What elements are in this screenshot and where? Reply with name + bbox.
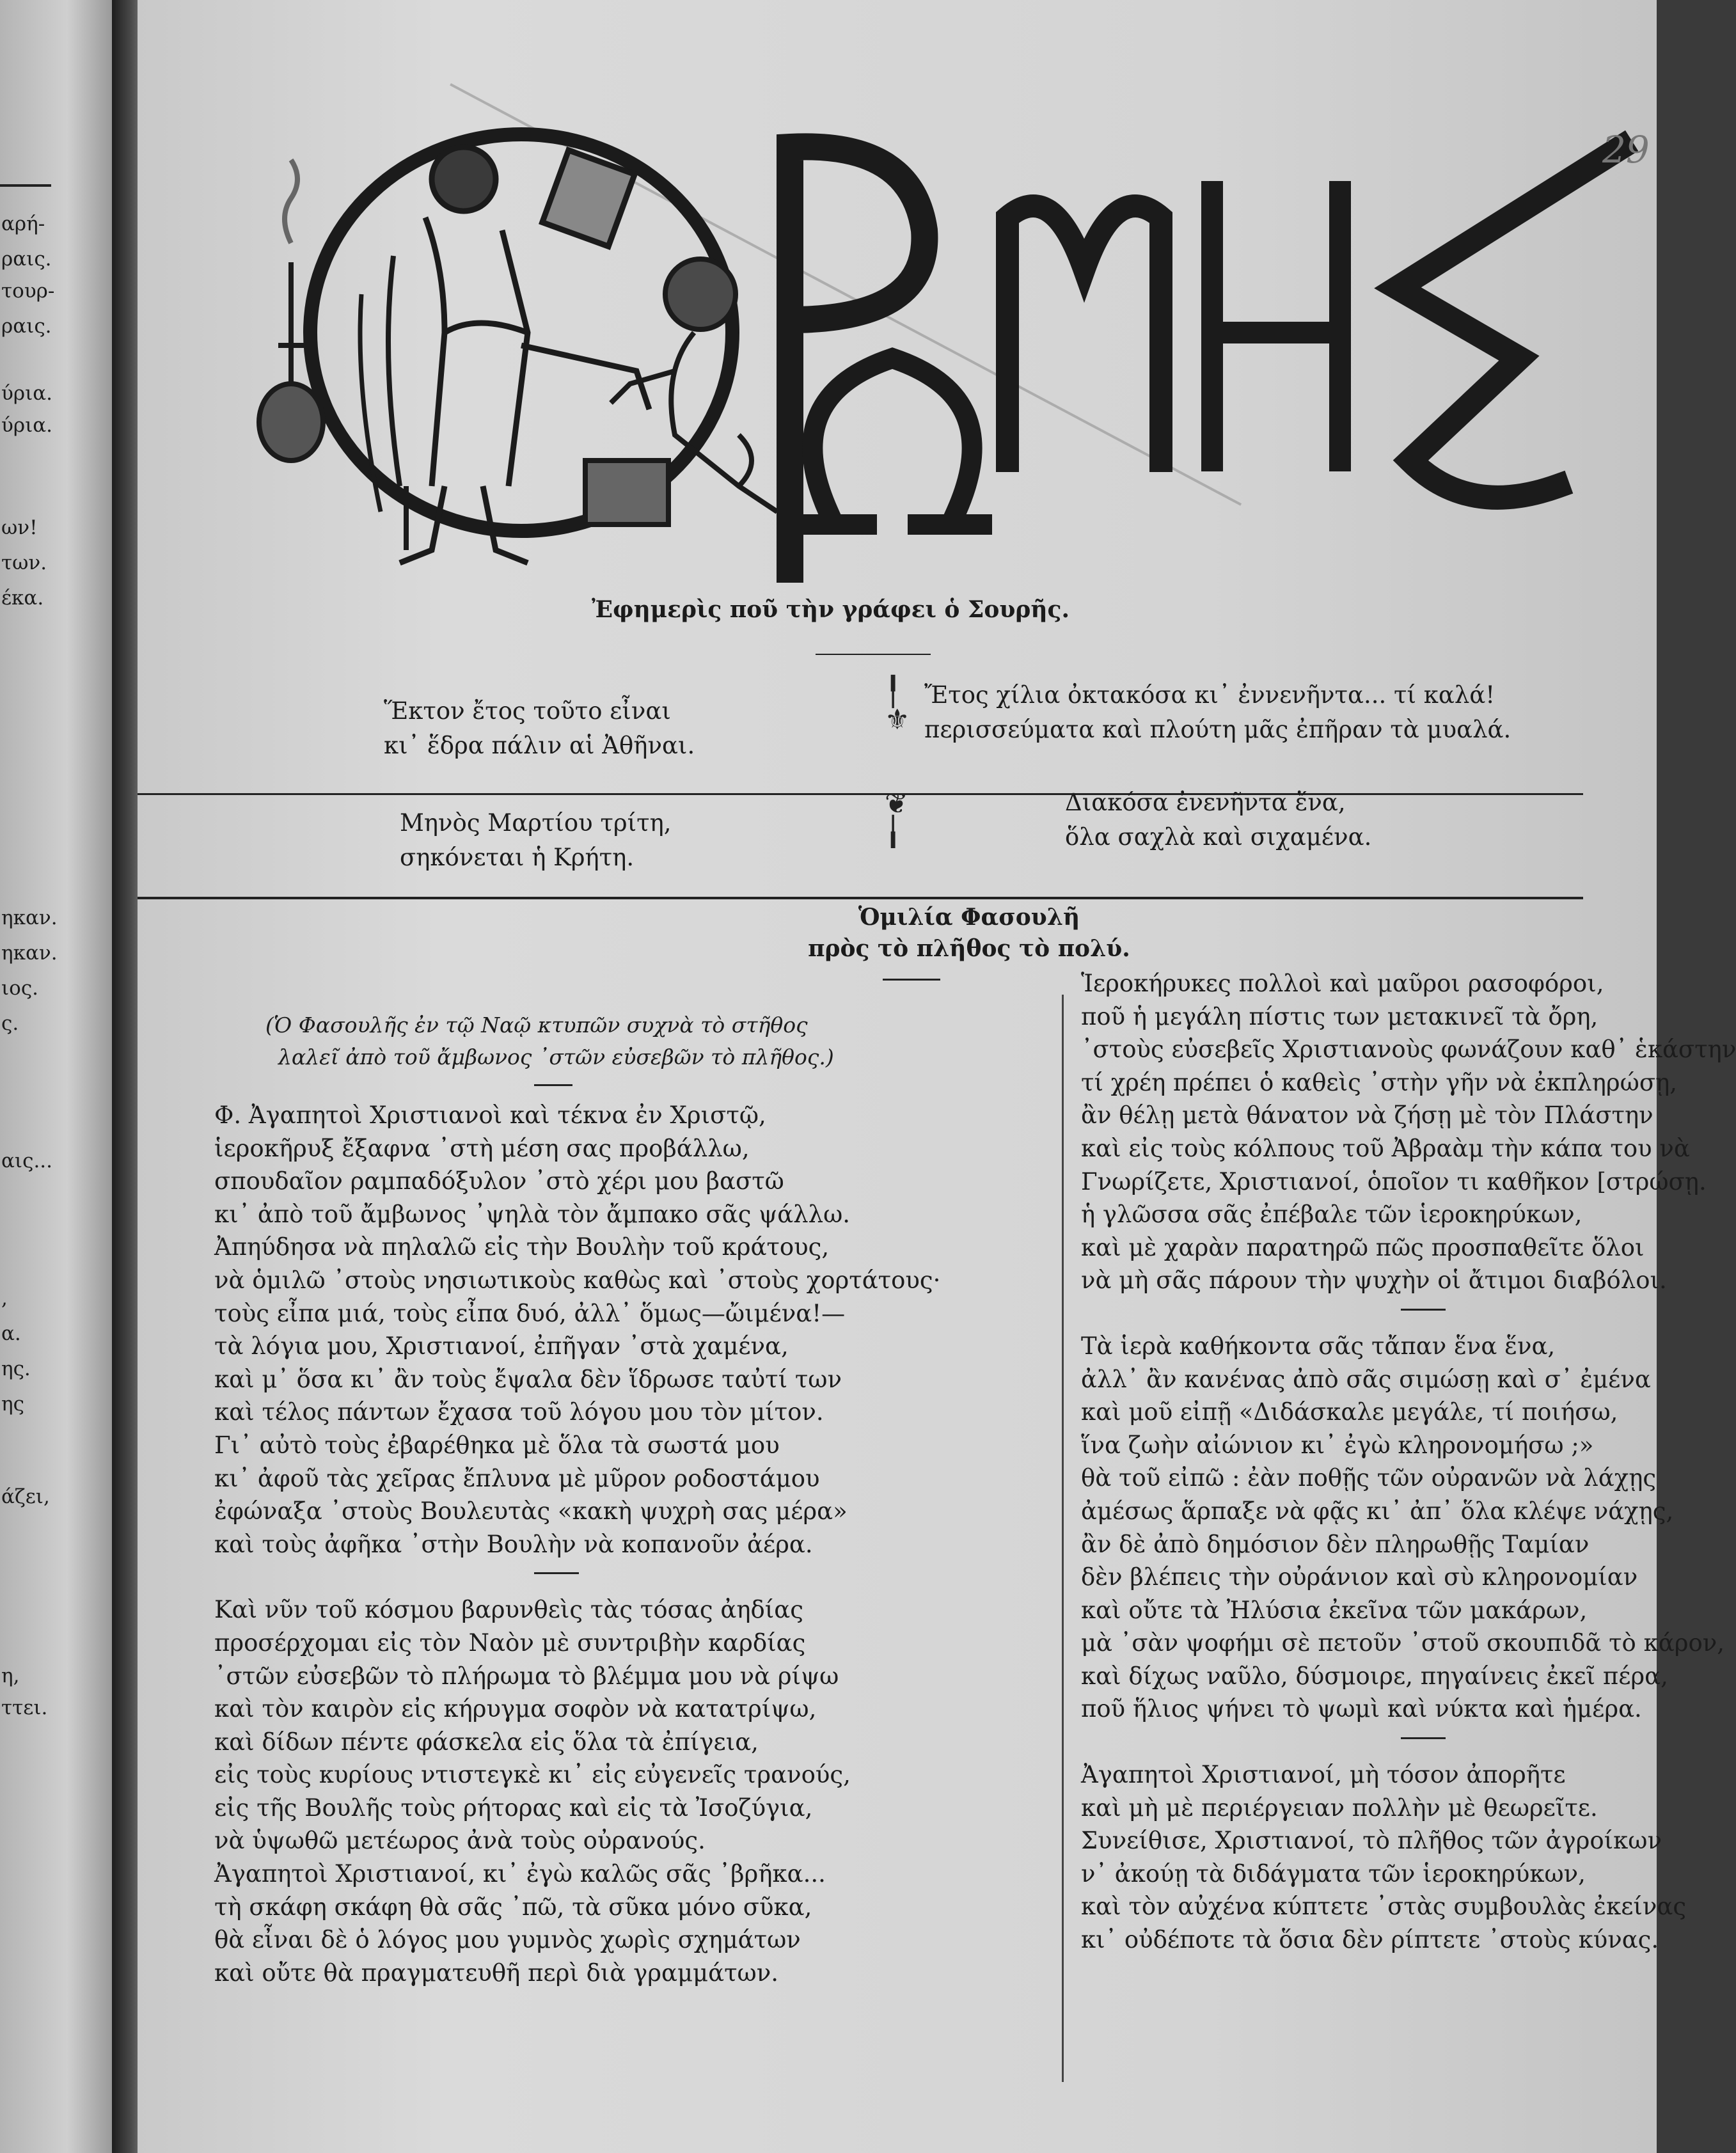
tagline-top-right: Ἔτος χίλια ὀκτακόσα κι᾽ ἐννενῆντα... τί καλά! περισσεύματα καὶ πλούτη μᾶς ἐπῆραν τὰ μυαλά. <box>924 681 1511 743</box>
verse-line: κι᾽ οὐδέποτε τὰ ὅσια δὲν ρίπτετε ᾽στοὺς κύνας. <box>1081 1926 1659 1954</box>
adjacent-page-fragment <box>0 0 112 2153</box>
verse-line: Συνείθισε, Χριστιανοί, τὸ πλῆθος τῶν ἀγροίκων <box>1081 1827 1662 1855</box>
verse-line: Τὰ ἱερὰ καθήκοντα σᾶς τἄπαν ἕνα ἕνα, <box>1081 1332 1556 1360</box>
verse-line: ποῦ ἡ μεγάλη πίστις των μετακινεῖ τὰ ὄρη, <box>1081 1002 1598 1030</box>
verse-line: ἀμέσως ἅρπαξε νὰ φᾷς κι᾽ ἀπ᾽ ὅλα κλέψε νάχῃς, <box>1081 1497 1674 1525</box>
ornament-bottom: ❦ ╽ <box>885 787 908 848</box>
verse-line: θὰ εἶναι δὲ ὁ λόγος μου γυμνὸς χωρὶς σχημάτων <box>214 1926 801 1954</box>
adjacent-page-line: τουρ- <box>1 280 55 303</box>
adjacent-page-rule <box>0 184 51 187</box>
adjacent-page-line: ραις. <box>1 315 52 338</box>
stanza-separator <box>534 1572 579 1574</box>
adjacent-page-line: ύρια. <box>1 414 53 437</box>
stanza-separator <box>1401 1309 1446 1311</box>
verse-line: ἂν θέλῃ μετὰ θάνατον νὰ ζήσῃ μὲ τὸν Πλάστην <box>1081 1101 1653 1130</box>
verse-line: Γνωρίζετε, Χριστιανοί, ὁποῖον τι καθῆκον [στρώσῃ. <box>1081 1167 1707 1195</box>
adjacent-page-line: ηκαν. <box>1 942 58 965</box>
verse-line: ᾽στῶν εὐσεβῶν τὸ πλήρωμα τὸ βλέμμα μου νὰ ρίψω <box>214 1662 839 1690</box>
verse-line: Φ. Ἀγαπητοὶ Χριστιανοὶ καὶ τέκνα ἐν Χριστῷ, <box>214 1101 766 1129</box>
verse-line: καὶ δίδων πέντε φάσκελα εἰς ὅλα τὰ ἐπίγεια, <box>214 1728 759 1756</box>
subtitle: Ἐφημερὶς ποῦ τὴν γράφει ὁ Σουρῆς. <box>592 596 1069 623</box>
heading-rule <box>883 979 940 981</box>
adjacent-page-line: έκα. <box>1 587 44 610</box>
verse-line: ἀλλ᾽ ἂν κανένας ἀπὸ σᾶς σιμώσῃ καὶ σ᾽ ἐμένα <box>1081 1365 1651 1393</box>
verse-line: καὶ μὲ χαρὰν παρατηρῶ πῶς προσπαθεῖτε ὅλοι <box>1081 1233 1645 1261</box>
adjacent-page-line: ης. <box>1 1357 31 1380</box>
stanza-separator <box>1401 1737 1446 1739</box>
verse-line: δὲν βλέπεις τὴν οὐράνιον καὶ σὺ κληρονομίαν <box>1081 1563 1638 1591</box>
verse-line: εἰς τοὺς κυρίους ντιστεγκὲ κι᾽ εἰς εὐγενεῖς τρανούς, <box>214 1761 851 1789</box>
subtitle-rule <box>816 654 931 655</box>
verse-line: ᾽στοὺς εὐσεβεῖς Χριστιανοὺς φωνάζουν καθ᾽ ἑκάστην <box>1081 1036 1736 1064</box>
tagline-top-left: Ἕκτον ἔτος τοῦτο εἶναι κι᾽ ἕδρα πάλιν αἱ Ἀθῆναι. <box>384 697 695 759</box>
masthead-illustration <box>253 102 1724 588</box>
left-column <box>214 1099 940 1989</box>
verse-line: νὰ μὴ σᾶς πάρουν τὴν ψυχὴν οἱ ἄτιμοι διαβόλοι. <box>1081 1266 1667 1295</box>
verse-line: ἐφώναξα ᾽στοὺς Βουλευτὰς «κακὴ ψυχρὴ σας μέρα» <box>214 1497 848 1526</box>
verse-line: καὶ δίχως ναῦλο, δύσμοιρε, πηγαίνεις ἐκεῖ πέρα, <box>1081 1662 1668 1690</box>
verse-line: Ἀγαπητοὶ Χριστιανοί, κι᾽ ἐγὼ καλῶς σᾶς ᾽βρῆκα... <box>214 1860 826 1888</box>
verse-line: νὰ ὑψωθῶ μετέωρος ἀνὰ τοὺς οὐρανούς. <box>214 1827 706 1855</box>
child-illustration <box>585 259 777 524</box>
adjacent-page-line: η, <box>1 1664 20 1687</box>
verse-line: καὶ τέλος πάντων ἔχασα τοῦ λόγου μου τὸν μίτον. <box>214 1398 824 1426</box>
verse-line: προσέρχομαι εἰς τὸν Ναὸν μὲ συντριβὴν καρδίας <box>214 1629 806 1657</box>
adjacent-page-line: αις... <box>1 1149 53 1172</box>
verse-line: νὰ ὁμιλῶ ᾽στοὺς νησιωτικοὺς καθὼς καὶ ᾽στοὺς χορτάτους· <box>214 1266 941 1294</box>
verse-line: κι᾽ ἀπὸ τοῦ ἄμβωνος ᾽ψηλὰ τὸν ἄμπακο σᾶς ψάλλω. <box>214 1200 851 1228</box>
verse-line: ν᾽ ἀκούῃ τὰ διδάγματα τῶν ἱεροκηρύκων, <box>1081 1859 1586 1888</box>
adjacent-page-line: ιος. <box>1 977 39 1000</box>
adjacent-page-line: , <box>1 1287 8 1310</box>
verse-line: κι᾽ ἀφοῦ τὰς χεῖρας ἔπλυνα μὲ μῦρον ροδοστάμου <box>214 1464 820 1492</box>
verse-line: καὶ τὸν καιρὸν εἰς κήρυγμα σοφὸν νὰ κατατρίψω, <box>214 1695 817 1723</box>
tagline-bottom-right: Διακόσα ἐνενῆντα ἕνα, ὅλα σαχλὰ καὶ σιχαμένα. <box>1065 789 1372 851</box>
verse-line: καὶ τοὺς ἀφῆκα ᾽στὴν Βουλὴν νὰ κοπανοῦν ἀέρα. <box>214 1530 813 1558</box>
verse-line: καὶ μὴ μὲ περιέργειαν πολλὴν μὲ θεωρεῖτε. <box>1081 1794 1598 1822</box>
verse-line: καὶ τὸν αὐχένα κύπτετε ᾽στὰς συμβουλὰς ἐκείνας <box>1081 1893 1687 1921</box>
adjacent-page-line: ων! <box>1 516 38 539</box>
adjacent-page-line: ύρια. <box>1 382 53 405</box>
adjacent-page-line: ηκαν. <box>1 906 58 929</box>
article-intro: (Ὁ Φασουλῆς ἐν τῷ Ναῷ κτυπῶν συχνὰ τὸ στῆθος λαλεῖ ἀπὸ τοῦ ἄμβωνος ᾽στῶν εὐσεβῶν τὸ πλῆθος.) <box>265 1013 834 1069</box>
verse-line: καὶ εἰς τοὺς κόλπους τοῦ Ἀβραὰμ τὴν κάπα του νὰ <box>1081 1134 1690 1162</box>
verse-line: ποῦ ἥλιος ψήνει τὸ ψωμὶ καὶ νύκτα καὶ ἡμέρα. <box>1081 1695 1642 1723</box>
adjacent-page-line: ς. <box>1 1012 19 1035</box>
newspaper-page <box>138 0 1736 2153</box>
verse-line: καὶ οὔτε τὰ Ἠλύσια ἐκεῖνα τῶν μακάρων, <box>1081 1596 1588 1624</box>
verse-line: θὰ τοῦ εἰπῶ : ἐὰν ποθῇς τῶν οὐρανῶν νὰ λάχῃς <box>1081 1464 1657 1492</box>
verse-line: Ἀγαπητοὶ Χριστιανοί, μὴ τόσον ἀπορῆτε <box>1081 1761 1566 1789</box>
article-heading: Ὁμιλία Φασουλῆ πρὸς τὸ πλῆθος τὸ πολύ. <box>808 904 1130 962</box>
verse-line: ἡ γλῶσσα σᾶς ἐπέβαλε τῶν ἱεροκηρύκων, <box>1081 1201 1582 1229</box>
intro-rule <box>534 1084 572 1086</box>
verse-line: τί χρέη πρέπει ὁ καθεὶς ᾽στὴν γῆν νὰ ἐκπληρώσῃ, <box>1081 1068 1678 1096</box>
verse-line: τοὺς εἶπα μιά, τοὺς εἶπα δυό, ἀλλ᾽ ὅμως—ὤιμένα!— <box>214 1299 846 1327</box>
verse-line: Ἀπηύδησα νὰ πηλαλῶ εἰς τὴν Βουλὴν τοῦ κράτους, <box>214 1233 830 1261</box>
adjacent-page-line: ττει. <box>1 1696 48 1719</box>
adjacent-page-line: α. <box>1 1322 21 1345</box>
handwritten-page-number: 29 <box>1602 128 1650 171</box>
adjacent-page-line: ης <box>1 1392 24 1416</box>
tagline-bottom-left: Μηνὸς Μαρτίου τρίτη, σηκόνεται ἡ Κρήτη. <box>400 809 672 871</box>
column-divider <box>1062 995 1064 2082</box>
adjacent-page-line: αρή- <box>1 212 45 235</box>
verse-line: καὶ μ᾽ ὅσα κι᾽ ἂν τοὺς ἔψαλα δὲν ἵδρωσε ταὐτί των <box>214 1365 842 1393</box>
verse-line: σπουδαῖον ραμπαδόξυλον ᾽στὸ χέρι μου βαστῶ <box>214 1167 784 1195</box>
verse-line: Ἱεροκήρυκες πολλοὶ καὶ μαῦροι ρασοφόροι, <box>1081 970 1604 997</box>
masthead-title-letters <box>790 146 1622 569</box>
verse-line: τὰ λόγια μου, Χριστιανοί, ἐπῆγαν ᾽στὰ χαμένα, <box>214 1332 789 1360</box>
verse-line: ἵνα ζωὴν αἰώνιον κι᾽ ἐγὼ κληρονομήσω ;» <box>1081 1431 1594 1459</box>
adjacent-page-line: ραις. <box>1 248 52 271</box>
verse-line: μὰ ᾽σὰν ψοφήμι σὲ πετοῦν ᾽στοῦ σκουπιδᾶ τὸ κάρον, <box>1081 1629 1724 1657</box>
ornament-top: ╿ ⚜ <box>885 675 910 736</box>
verse-line: Καὶ νῦν τοῦ κόσμου βαρυνθεὶς τὰς τόσας ἀηδίας <box>214 1596 803 1624</box>
verse-line: ἂν δὲ ἀπὸ δημόσιον δὲν πληρωθῇς Ταμίαν <box>1081 1530 1590 1558</box>
header-rule <box>138 897 1583 899</box>
verse-line: τὴ σκάφη σκάφη θὰ σᾶς ᾽πῶ, τὰ σῦκα μόνο σῦκα, <box>214 1893 812 1921</box>
masthead-title: ΡΩΜΗΟΣ <box>253 102 256 103</box>
verse-line: Γι᾽ αὐτὸ τοὺς ἐβαρέθηκα μὲ ὅλα τὰ σωστά μου <box>214 1431 780 1459</box>
adjacent-page-line: άζει, <box>1 1485 50 1508</box>
verse-line: ἱεροκῆρυξ ἔξαφνα ᾽στὴ μέση σας προβάλλω, <box>214 1134 750 1162</box>
verse-line: καὶ μοῦ εἰπῇ «Διδάσκαλε μεγάλε, τί ποιήσω, <box>1081 1398 1618 1426</box>
right-column <box>1081 967 1736 1957</box>
verse-line: καὶ οὔτε θὰ πραγματευθῆ περὶ διὰ γραμμάτων. <box>214 1959 778 1987</box>
verse-line: εἰς τῆς Βουλῆς τοὺς ρήτορας καὶ εἰς τὰ Ἰσοζύγια, <box>214 1794 813 1822</box>
masthead <box>253 102 1724 588</box>
adjacent-page-line: των. <box>1 551 47 574</box>
